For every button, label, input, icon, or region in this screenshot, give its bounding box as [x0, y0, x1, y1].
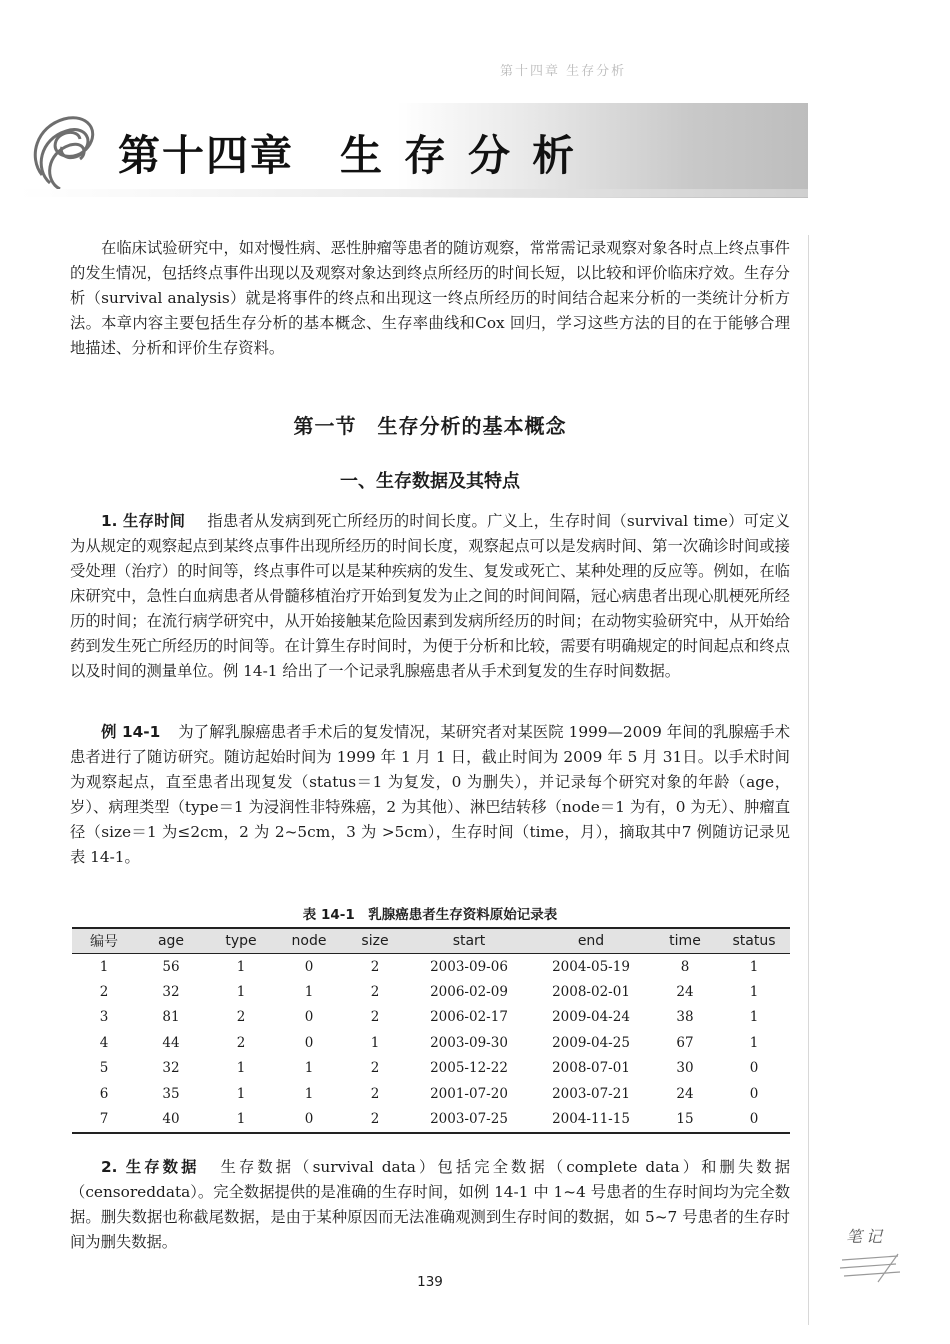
table-cell: 1 [304, 1085, 314, 1102]
table-cell: 7 [99, 1111, 109, 1128]
table-cell: 2004-11-15 [552, 1111, 630, 1128]
text-line: 可定义为从规定的观察起点到某终点事件出现所经历的时间长度，观察起点可以是发病时间、 [70, 512, 790, 555]
page-number: 139 [417, 1274, 443, 1290]
table-cell: 24 [676, 984, 694, 1001]
subsection-title: 一、生存数据及其特点 [340, 471, 520, 492]
example-paragraph [70, 720, 790, 870]
paragraph-lead: 2. 生存数据 [101, 1158, 200, 1176]
table-cell: 35 [162, 1085, 180, 1102]
table-cell: 81 [162, 1009, 180, 1026]
table-header-row [72, 928, 790, 954]
table-cell: 0 [749, 1085, 759, 1102]
table-row [72, 1005, 790, 1030]
table-cell: 3 [99, 1009, 109, 1026]
table-cell: 1 [370, 1034, 380, 1051]
table-cell: 2 [236, 1034, 246, 1051]
swirl-logo-icon [26, 105, 102, 191]
table-cell: 0 [304, 1034, 314, 1051]
column-header: size [361, 933, 389, 949]
table-cell: 38 [676, 1009, 694, 1026]
table-cell: 1 [749, 958, 759, 975]
table-cell: 44 [162, 1034, 180, 1051]
text-line: 点上终点事件的发生情况，包括终点事件出现以及观察对象达到终点所经历的时间长短，以比 [70, 239, 790, 282]
table-cell: 0 [304, 1009, 314, 1026]
table-cell: 0 [304, 1111, 314, 1128]
text-line: 第一次确诊时间或接受处理（治疗）的时间等，终点事件可以是某种疾病的发生、复发或死亡、 [70, 537, 790, 580]
notes-lines-icon [838, 1252, 902, 1284]
section-title: 第一节 生存分析的基本概念 [293, 414, 567, 438]
table-cell: 2003-07-25 [430, 1111, 508, 1128]
column-header: node [291, 933, 327, 949]
text-line: 为了解乳腺癌患者手术后的复发情况，某研究者对某医院 1999—2009 年间的乳 [178, 723, 729, 741]
text-line: 某种处理的反应等。例如，在临床研究中，急性白血病患者从骨髓移植治疗开始到复发为止之 [70, 562, 790, 605]
table-cell: 0 [749, 1060, 759, 1077]
table-cell: 2 [370, 984, 380, 1001]
table-cell: 0 [304, 958, 314, 975]
text-line: 间结合起来分析的一类统计分析方法。本章内容主要包括生存分析的基本概念、生存率曲线和 [70, 289, 790, 332]
chapter-name-char: 析 [532, 131, 577, 180]
table-cell: 2 [370, 1085, 380, 1102]
text-line: 对象的年龄（age，岁）、病理类型（type＝1 为浸润性非特殊癌，2 为其他）、淋巴结转移（node＝1 为 [70, 773, 791, 816]
text-line: 险因素到发病所经历的时间；在动物实验研究中，从开始给药到发生死亡所经历的时间等。在 [70, 612, 790, 655]
table-cell: 1 [236, 1111, 246, 1128]
table-cell: 2006-02-09 [430, 984, 508, 1001]
text-line: 计算生存时间时，为便于分析和比较，需要有明确规定的时间起点和终点以及时间的测量单位。 [70, 637, 790, 680]
text-line: 指患者从发病到死亡所经历的时间长度。广义上，生存时间（survival time） [207, 512, 744, 530]
paragraph-lead: 例 14-1 [101, 723, 161, 741]
table-cell: 30 [676, 1060, 694, 1077]
table-cell: 1 [749, 984, 759, 1001]
table-cell: 4 [99, 1034, 109, 1051]
chapter-banner [18, 103, 808, 198]
chapter-label: 第十四章 [118, 131, 295, 180]
table-cell: 2008-02-01 [552, 984, 630, 1001]
text-line: 有，0 为无）、肿瘤直径（size＝1 为≤2cm，2 为 2~5cm，3 为 >5cm），生存时间（time，月），摘取其中 [70, 798, 791, 841]
chapter-title [118, 123, 596, 180]
table-cell: 6 [99, 1085, 109, 1102]
table-cell: 2008-07-01 [552, 1060, 630, 1077]
chapter-name-char: 生 [340, 131, 385, 180]
table-cell: 2004-05-19 [552, 958, 630, 975]
table-cell: 2 [370, 958, 380, 975]
text-line: 较和评价临床疗效。生存分析（survival analysis）就是将事件的终点和出现这一终点所经历的时 [70, 264, 790, 307]
column-header: time [669, 933, 701, 949]
chapter-name [340, 131, 596, 180]
survival-time-paragraph [70, 509, 790, 684]
table-cell: 8 [680, 958, 690, 975]
text-line: 日。以手术时间为观察起点，直至患者出现复发（status＝1 为复发，0 为删失），并记录每个研究 [70, 748, 790, 791]
table-cell: 1 [99, 958, 109, 975]
table-cell: 1 [236, 1085, 246, 1102]
table-cell: 2003-09-30 [430, 1034, 508, 1051]
table-cell: 2009-04-25 [552, 1034, 630, 1051]
table-cell: 32 [162, 984, 180, 1001]
column-header: start [452, 933, 486, 949]
table-caption: 表 14-1 乳腺癌患者生存资料原始记录表 [302, 907, 558, 923]
table-cell: 2 [370, 1060, 380, 1077]
table-row [72, 1030, 790, 1055]
intro-paragraph [70, 236, 790, 361]
table-cell: 40 [162, 1111, 180, 1128]
margin-note-label: 笔记 [846, 1227, 887, 1246]
banner-band [18, 189, 808, 197]
chapter-name-char: 分 [468, 131, 513, 180]
text-line: Cox 回归，学习这些方法的目的在于能够合理地描述、分析和评价生存资料。 [70, 314, 790, 357]
column-header: end [577, 933, 605, 949]
table-cell: 2009-04-24 [552, 1009, 630, 1026]
table-cell: 2003-07-21 [552, 1085, 630, 1102]
table-cell: 2 [236, 1009, 246, 1026]
text-line: 腺癌手术患者进行了随访研究。随访起始时间为 1999 年 1 月 1 日，截止时间为 2009 年 5 月 31 [70, 723, 790, 766]
table-cell: 2005-12-22 [430, 1060, 508, 1077]
table-cell: 2001-07-20 [430, 1085, 508, 1102]
table-cell: 67 [676, 1034, 694, 1051]
running-header: 第十四章 生存分析 [500, 64, 627, 79]
column-header: status [732, 933, 776, 949]
table-cell: 24 [676, 1085, 694, 1102]
table-cell: 1 [749, 1009, 759, 1026]
data-table [72, 927, 790, 1134]
table-cell: 0 [749, 1111, 759, 1128]
table-cell: 2 [370, 1111, 380, 1128]
table-cell: 32 [162, 1060, 180, 1077]
table-cell: 5 [99, 1060, 109, 1077]
table-row [72, 954, 790, 980]
table-row [72, 1081, 790, 1106]
table-row [72, 1106, 790, 1132]
table-cell: 2 [99, 984, 109, 1001]
table-cell: 1 [236, 1060, 246, 1077]
text-line: 7 例随访记录见表 14-1。 [70, 823, 790, 866]
table-cell: 1 [304, 1060, 314, 1077]
table-cell: 1 [749, 1034, 759, 1051]
table-cell: 2006-02-17 [430, 1009, 508, 1026]
column-header: type [225, 933, 257, 949]
text-line: 生存时间为删失数据。 [70, 1208, 790, 1251]
table-cell: 2003-09-06 [430, 958, 508, 975]
table-cell: 15 [676, 1111, 694, 1128]
table-cell: 1 [236, 958, 246, 975]
chapter-name-char: 存 [404, 131, 449, 180]
text-line: 间的时间间隔，冠心病患者出现心肌梗死所经历的时间；在流行病学研究中，从开始接触某危 [70, 587, 790, 630]
margin-rule [808, 235, 809, 1325]
column-header: 编号 [90, 934, 118, 950]
text-line: 例 14-1 给出了一个记录乳腺癌患者从手术到复发的生存时间数据。 [222, 662, 681, 680]
table-cell: 1 [236, 984, 246, 1001]
table-row [72, 979, 790, 1004]
text-line: data）。完全数据提供的是准确的生存时间，如例 14-1 中 1~4 号患者的生存时间均为完全数据。 [70, 1183, 790, 1226]
table-row [72, 1056, 790, 1081]
text-line: 在临床试验研究中，如对慢性病、恶性肿瘤等患者的随访观察，常常需记录观察对象各时 [101, 239, 699, 257]
text-line: 生存数据（survival data）包括完全数据（complete data）和删失数据（censored [70, 1158, 790, 1201]
text-line: 删失数据也称截尾数据，是由于某种原因而无法准确观测到生存时间的数据，如 5~7 号患者的 [100, 1208, 744, 1226]
survival-data-paragraph [70, 1155, 790, 1255]
table-cell: 56 [162, 958, 180, 975]
paragraph-lead: 1. 生存时间 [101, 512, 186, 530]
column-header: age [157, 933, 185, 949]
table-cell: 1 [304, 984, 314, 1001]
table-cell: 2 [370, 1009, 380, 1026]
